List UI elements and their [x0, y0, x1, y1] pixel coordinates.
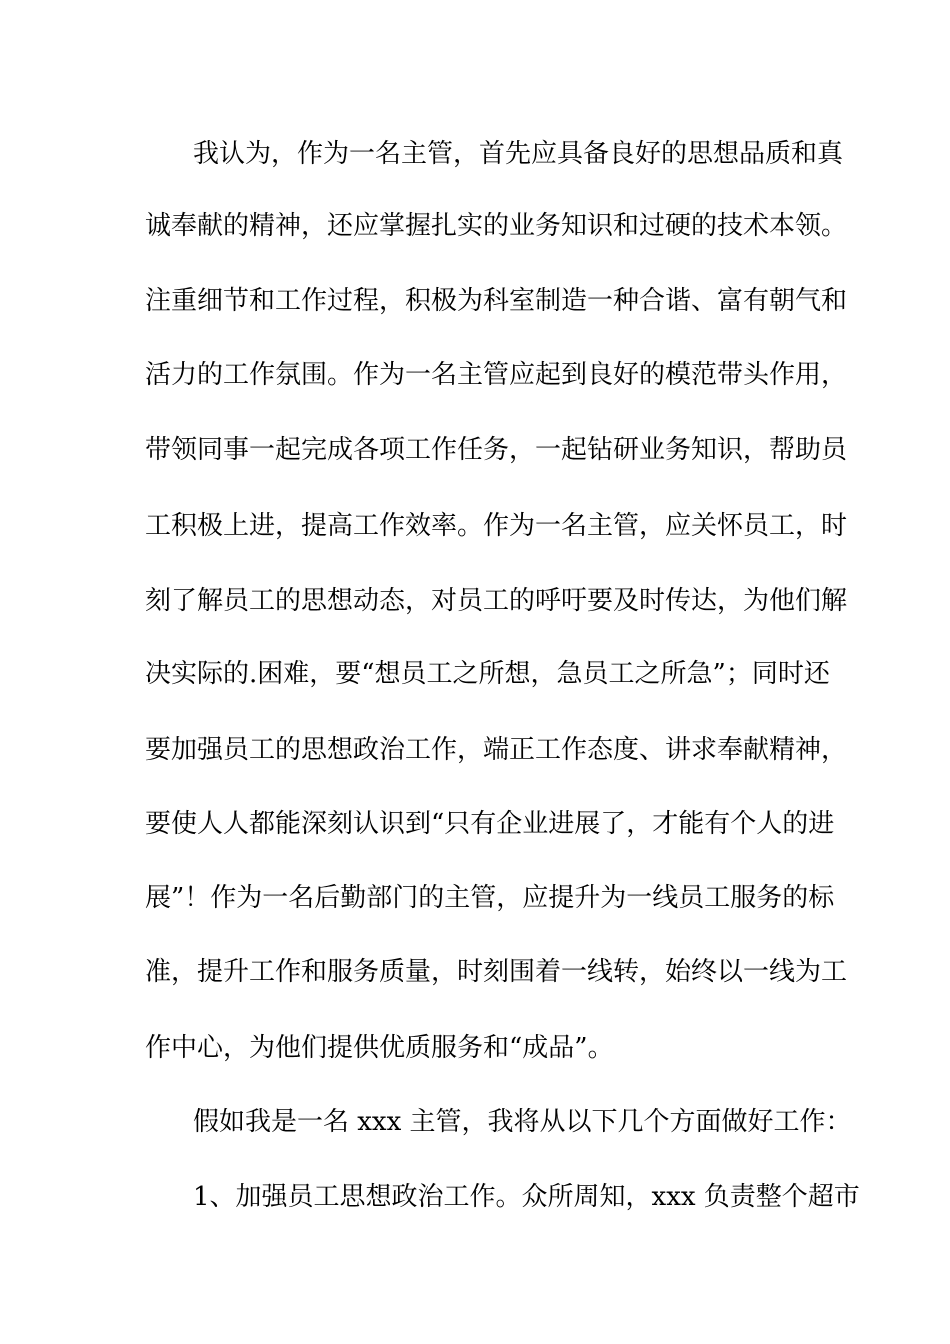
paragraph-1-line-4: 活力的工作氛围。作为一名主管应起到良好的模范带头作用， [145, 360, 848, 390]
paragraph-2-line-1: 假如我是一名 xxx 主管，我将从以下几个方面做好工作： [193, 1107, 852, 1137]
paragraph-1-line-7: 刻了解员工的思想动态，对员工的呼吁要及时传达，为他们解 [145, 586, 848, 616]
paragraph-1-line-8: 决实际的.困难，要“想员工之所想，急员工之所急”；同时还 [145, 659, 830, 689]
paragraph-1-line-5: 带领同事一起完成各项工作任务，一起钻研业务知识，帮助员 [145, 435, 848, 465]
paragraph-1-line-9: 要加强员工的思想政治工作，端正工作态度、讲求奉献精神， [145, 735, 848, 765]
paragraph-1-line-1: 我认为，作为一名主管，首先应具备良好的思想品质和真 [193, 139, 844, 169]
paragraph-1-line-12: 准，提升工作和服务质量，时刻围着一线转，始终以一线为工 [145, 957, 848, 987]
paragraph-1-line-6: 工积极上进，提高工作效率。作为一名主管，应关怀员工，时 [145, 511, 848, 541]
paragraph-3-line-1: 1、加强员工思想政治工作。众所周知，xxx 负责整个超市 [193, 1182, 860, 1212]
paragraph-1-line-13: 作中心，为他们提供优质服务和“成品”。 [145, 1033, 614, 1063]
paragraph-1-line-3: 注重细节和工作过程，积极为科室制造一种合谐、富有朝气和 [145, 286, 848, 316]
paragraph-1-line-11: 展”！作为一名后勤部门的主管，应提升为一线员工服务的标 [145, 883, 835, 913]
paragraph-1-line-2: 诚奉献的精神，还应掌握扎实的业务知识和过硬的技术本领。 [145, 211, 848, 241]
paragraph-1-line-10: 要使人人都能深刻认识到“只有企业进展了，才能有个人的进 [145, 809, 835, 839]
